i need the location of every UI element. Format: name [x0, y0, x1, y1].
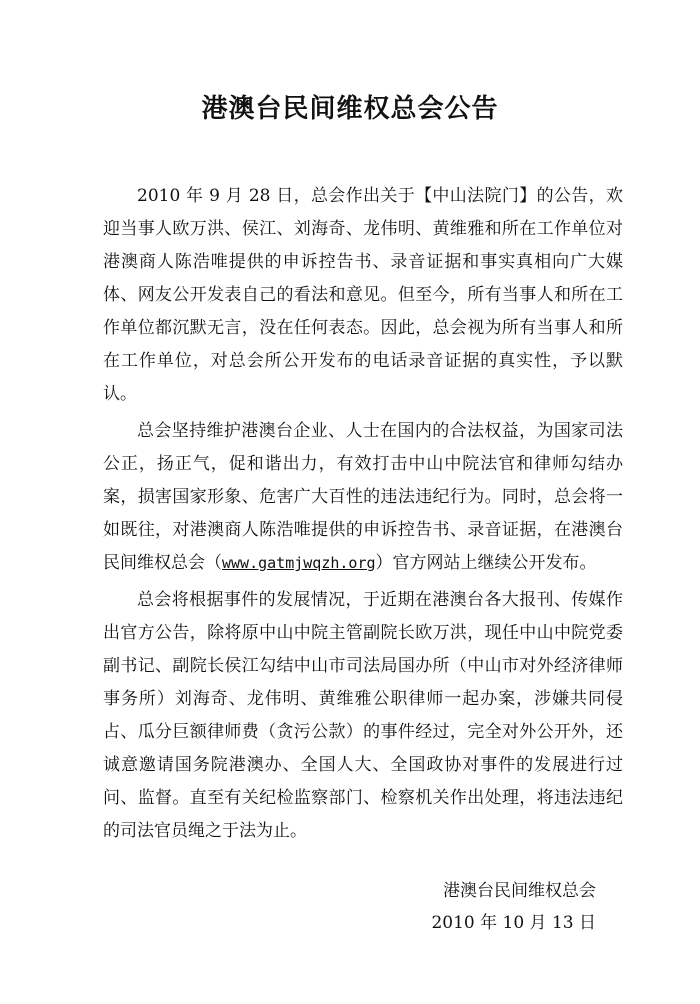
website-link[interactable]: www.gatmjwqzh.org — [222, 554, 376, 572]
signature: 港澳台民间维权总会 — [443, 881, 596, 901]
paragraph-2 — [103, 415, 623, 580]
document-body — [103, 180, 623, 852]
paragraph-1: 2010 年 9 月 28 日，总会作出关于【中山法院门】的公告，欢迎当事人欧万洪、侯江、刘海奇、龙伟明、黄维雅和所在工作单位对港澳商人陈浩唯提供的申诉控告书、录音证据和事实真相向广大媒体、网友公开发表自己的看法和意见。但至今，所有当事人和所在工作单位都沉默无言，没在任何表态。因此，总会视为所有当事人和所在工作单位，对总会所公开发布的电话录音证据的真实性，予以默认。 — [103, 186, 623, 404]
document-title: 港澳台民间维权总会公告 — [201, 94, 499, 124]
paragraph-3: 总会将根据事件的发展情况，于近期在港澳台各大报刊、传媒作出官方公告，除将原中山中院主管副院长欧万洪，现任中山中院党委副书记、副院长侯江勾结中山市司法局国办所（中山市对外经济律师事务所）刘海奇、龙伟明、黄维雅公职律师一起办案，涉嫌共同侵占、瓜分巨额律师费（贪污公款）的事件经过，完全对外公开外，还诚意邀请国务院港澳办、全国人大、全国政协对事件的发展进行过问、监督。直至有关纪检监察部门、检察机关作出处理，将违法违纪的司法官员绳之于法为止。 — [103, 590, 623, 841]
paragraph-2-text-after-url: ）官方网站上继续公开发布。 — [375, 553, 597, 573]
document-date: 2010 年 10 月 13 日 — [431, 913, 596, 933]
paragraph-2-text-before-url: 总会坚持维护港澳台企业、人士在国内的合法权益，为国家司法公正，扬正气，促和谐出力，有效打击中山中院法官和律师勾结办案，损害国家形象、危害广大百性的违法违纪行为。同时，总会将一如既往，对港澳商人陈浩唯提供的申诉控告书、录音证据，在港澳台民间维权总会（ — [103, 421, 623, 573]
